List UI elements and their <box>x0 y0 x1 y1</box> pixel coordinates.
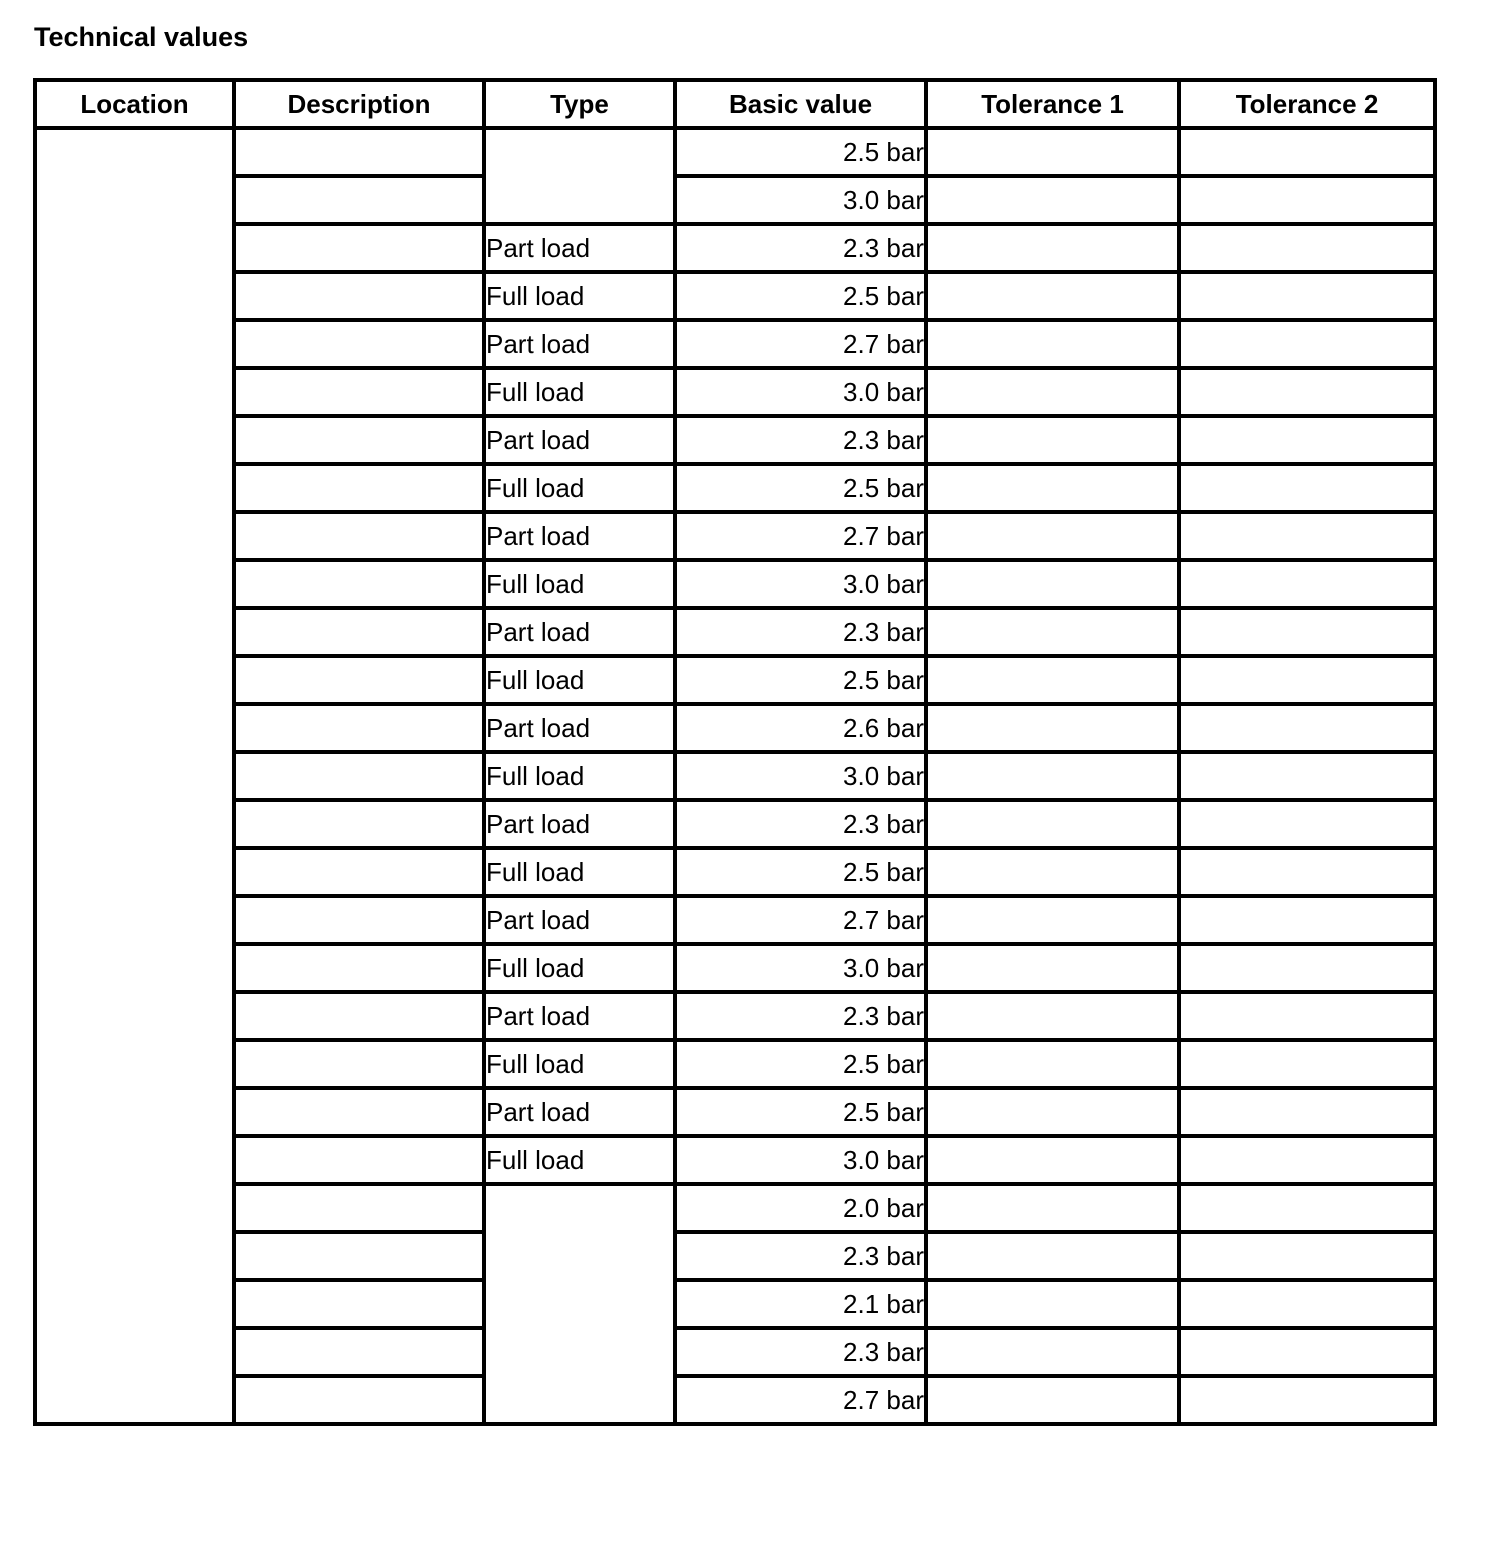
technical-values-table <box>33 78 1437 1426</box>
tolerance-1-cell[interactable] <box>926 128 1179 176</box>
table-row <box>35 1088 1435 1136</box>
tolerance-2-cell[interactable] <box>1179 1232 1435 1280</box>
type-cell: Full load <box>484 944 675 992</box>
tolerance-1-cell[interactable] <box>926 1232 1179 1280</box>
basic-value-cell: 2.3 bar <box>675 992 926 1040</box>
description-cell[interactable] <box>234 320 484 368</box>
basic-value-cell: 2.5 bar <box>675 848 926 896</box>
tolerance-2-cell[interactable] <box>1179 512 1435 560</box>
type-cell: Part load <box>484 992 675 1040</box>
tolerance-2-cell[interactable] <box>1179 560 1435 608</box>
tolerance-2-cell[interactable] <box>1179 224 1435 272</box>
description-cell[interactable] <box>234 704 484 752</box>
tolerance-2-cell[interactable] <box>1179 608 1435 656</box>
tolerance-2-cell[interactable] <box>1179 704 1435 752</box>
tolerance-2-cell[interactable] <box>1179 1040 1435 1088</box>
description-cell[interactable] <box>234 368 484 416</box>
table-row <box>35 320 1435 368</box>
tolerance-2-cell[interactable] <box>1179 1088 1435 1136</box>
table-row <box>35 1136 1435 1184</box>
basic-value-cell: 2.7 bar <box>675 1376 926 1424</box>
tolerance-2-cell[interactable] <box>1179 752 1435 800</box>
basic-value-cell: 2.6 bar <box>675 704 926 752</box>
table-row <box>35 176 1435 224</box>
type-cell: Full load <box>484 848 675 896</box>
table-body <box>35 128 1435 1424</box>
basic-value-cell: 3.0 bar <box>675 752 926 800</box>
tolerance-2-cell[interactable] <box>1179 1136 1435 1184</box>
basic-value-cell: 3.0 bar <box>675 944 926 992</box>
tolerance-1-cell[interactable] <box>926 1328 1179 1376</box>
description-cell[interactable] <box>234 272 484 320</box>
description-cell[interactable] <box>234 1136 484 1184</box>
description-cell[interactable] <box>234 1280 484 1328</box>
description-cell[interactable] <box>234 896 484 944</box>
header-description: Description <box>234 80 484 128</box>
basic-value-cell: 2.3 bar <box>675 224 926 272</box>
description-cell[interactable] <box>234 224 484 272</box>
description-cell[interactable] <box>234 1376 484 1424</box>
header-location: Location <box>35 80 234 128</box>
table-row <box>35 272 1435 320</box>
type-cell: Full load <box>484 272 675 320</box>
type-cell: Part load <box>484 320 675 368</box>
basic-value-cell: 2.3 bar <box>675 1232 926 1280</box>
tolerance-2-cell[interactable] <box>1179 656 1435 704</box>
description-cell[interactable] <box>234 848 484 896</box>
basic-value-cell: 3.0 bar <box>675 368 926 416</box>
tolerance-2-cell[interactable] <box>1179 1328 1435 1376</box>
header-row <box>35 80 1435 128</box>
header-tolerance-2: Tolerance 2 <box>1179 80 1435 128</box>
basic-value-cell: 2.7 bar <box>675 320 926 368</box>
table-row <box>35 944 1435 992</box>
basic-value-cell: 3.0 bar <box>675 1136 926 1184</box>
type-cell: Full load <box>484 368 675 416</box>
tolerance-1-cell[interactable] <box>926 416 1179 464</box>
description-cell[interactable] <box>234 560 484 608</box>
tolerance-1-cell[interactable] <box>926 224 1179 272</box>
table-row <box>35 1040 1435 1088</box>
description-cell[interactable] <box>234 944 484 992</box>
description-cell[interactable] <box>234 128 484 176</box>
basic-value-cell: 2.5 bar <box>675 656 926 704</box>
type-cell: Part load <box>484 896 675 944</box>
tolerance-1-cell[interactable] <box>926 1136 1179 1184</box>
basic-value-cell: 2.3 bar <box>675 1328 926 1376</box>
location-cell[interactable] <box>35 128 234 1424</box>
tolerance-1-cell[interactable] <box>926 176 1179 224</box>
tolerance-1-cell[interactable] <box>926 800 1179 848</box>
type-cell: Full load <box>484 1040 675 1088</box>
tolerance-1-cell[interactable] <box>926 320 1179 368</box>
tolerance-2-cell[interactable] <box>1179 944 1435 992</box>
description-cell[interactable] <box>234 992 484 1040</box>
tolerance-2-cell[interactable] <box>1179 848 1435 896</box>
type-cell: Full load <box>484 560 675 608</box>
tolerance-1-cell[interactable] <box>926 464 1179 512</box>
type-cell: Part load <box>484 416 675 464</box>
description-cell[interactable] <box>234 512 484 560</box>
tolerance-1-cell[interactable] <box>926 608 1179 656</box>
table-row <box>35 416 1435 464</box>
tolerance-2-cell[interactable] <box>1179 272 1435 320</box>
table-row <box>35 128 1435 176</box>
tolerance-1-cell[interactable] <box>926 272 1179 320</box>
tolerance-2-cell[interactable] <box>1179 1184 1435 1232</box>
table-row <box>35 1184 1435 1232</box>
tolerance-2-cell[interactable] <box>1179 368 1435 416</box>
table-row <box>35 1280 1435 1328</box>
basic-value-cell: 2.7 bar <box>675 512 926 560</box>
type-cell <box>484 1184 675 1424</box>
basic-value-cell: 2.5 bar <box>675 128 926 176</box>
tolerance-1-cell[interactable] <box>926 704 1179 752</box>
type-cell: Full load <box>484 656 675 704</box>
tolerance-2-cell[interactable] <box>1179 1280 1435 1328</box>
header-basic-value: Basic value <box>675 80 926 128</box>
table-row <box>35 1376 1435 1424</box>
header-type: Type <box>484 80 675 128</box>
table-row <box>35 752 1435 800</box>
description-cell[interactable] <box>234 1088 484 1136</box>
tolerance-2-cell[interactable] <box>1179 800 1435 848</box>
basic-value-cell: 2.7 bar <box>675 896 926 944</box>
tolerance-1-cell[interactable] <box>926 656 1179 704</box>
description-cell[interactable] <box>234 464 484 512</box>
type-cell: Full load <box>484 752 675 800</box>
basic-value-cell: 2.0 bar <box>675 1184 926 1232</box>
basic-value-cell: 2.5 bar <box>675 1040 926 1088</box>
tolerance-1-cell[interactable] <box>926 1184 1179 1232</box>
basic-value-cell: 2.5 bar <box>675 1088 926 1136</box>
tolerance-1-cell[interactable] <box>926 1040 1179 1088</box>
table-row <box>35 656 1435 704</box>
table-row <box>35 1232 1435 1280</box>
tolerance-1-cell[interactable] <box>926 992 1179 1040</box>
page-title: Technical values <box>34 22 249 52</box>
tolerance-2-cell[interactable] <box>1179 176 1435 224</box>
basic-value-cell: 2.3 bar <box>675 800 926 848</box>
basic-value-cell: 3.0 bar <box>675 560 926 608</box>
type-cell: Full load <box>484 464 675 512</box>
description-cell[interactable] <box>234 1040 484 1088</box>
header-tolerance-1: Tolerance 1 <box>926 80 1179 128</box>
table-row <box>35 800 1435 848</box>
tolerance-1-cell[interactable] <box>926 1088 1179 1136</box>
table-row <box>35 896 1435 944</box>
description-cell[interactable] <box>234 1328 484 1376</box>
basic-value-cell: 3.0 bar <box>675 176 926 224</box>
table-row <box>35 848 1435 896</box>
tolerance-1-cell[interactable] <box>926 944 1179 992</box>
table-row <box>35 512 1435 560</box>
type-cell: Part load <box>484 800 675 848</box>
table-row <box>35 464 1435 512</box>
tolerance-1-cell[interactable] <box>926 848 1179 896</box>
tolerance-2-cell[interactable] <box>1179 464 1435 512</box>
table-row <box>35 1328 1435 1376</box>
tolerance-1-cell[interactable] <box>926 512 1179 560</box>
description-cell[interactable] <box>234 800 484 848</box>
tolerance-1-cell[interactable] <box>926 1280 1179 1328</box>
tolerance-1-cell[interactable] <box>926 1376 1179 1424</box>
type-cell: Full load <box>484 1136 675 1184</box>
table-row <box>35 992 1435 1040</box>
table-row <box>35 704 1435 752</box>
table-row <box>35 224 1435 272</box>
type-cell: Part load <box>484 224 675 272</box>
type-cell <box>484 128 675 224</box>
type-cell: Part load <box>484 1088 675 1136</box>
tolerance-2-cell[interactable] <box>1179 1376 1435 1424</box>
tolerance-2-cell[interactable] <box>1179 416 1435 464</box>
basic-value-cell: 2.5 bar <box>675 272 926 320</box>
tolerance-2-cell[interactable] <box>1179 128 1435 176</box>
description-cell[interactable] <box>234 416 484 464</box>
tolerance-2-cell[interactable] <box>1179 320 1435 368</box>
basic-value-cell: 2.3 bar <box>675 608 926 656</box>
tolerance-1-cell[interactable] <box>926 560 1179 608</box>
type-cell: Part load <box>484 608 675 656</box>
tolerance-1-cell[interactable] <box>926 896 1179 944</box>
basic-value-cell: 2.5 bar <box>675 464 926 512</box>
description-cell[interactable] <box>234 656 484 704</box>
description-cell[interactable] <box>234 176 484 224</box>
description-cell[interactable] <box>234 1232 484 1280</box>
tolerance-1-cell[interactable] <box>926 752 1179 800</box>
table-row <box>35 560 1435 608</box>
type-cell: Part load <box>484 512 675 560</box>
description-cell[interactable] <box>234 1184 484 1232</box>
tolerance-2-cell[interactable] <box>1179 896 1435 944</box>
tolerance-2-cell[interactable] <box>1179 992 1435 1040</box>
basic-value-cell: 2.3 bar <box>675 416 926 464</box>
table-row <box>35 608 1435 656</box>
type-cell: Part load <box>484 704 675 752</box>
description-cell[interactable] <box>234 752 484 800</box>
tolerance-1-cell[interactable] <box>926 368 1179 416</box>
basic-value-cell: 2.1 bar <box>675 1280 926 1328</box>
table-row <box>35 368 1435 416</box>
description-cell[interactable] <box>234 608 484 656</box>
